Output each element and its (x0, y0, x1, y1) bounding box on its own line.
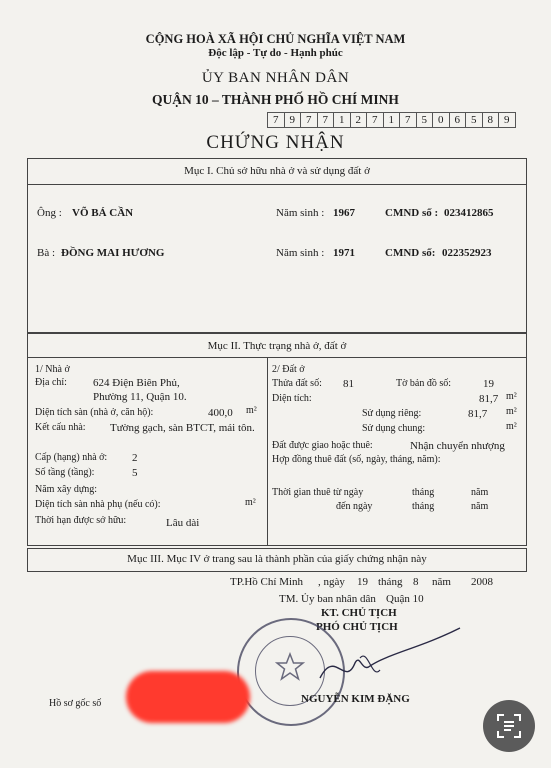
land-area-value: 81,7 (479, 393, 499, 405)
aux-area-unit: m² (245, 497, 256, 508)
owner-1-birth-label: Năm sinh : (276, 207, 325, 219)
section-owners-title: Mục I. Chủ sở hữu nhà ở và sử dụng đất ở (184, 165, 370, 177)
section-property-column-divider (267, 357, 268, 545)
shared-use-unit: m² (506, 421, 517, 432)
ownership-term-label: Thời hạn được sở hữu: (35, 515, 127, 526)
floors-value: 5 (132, 467, 138, 479)
address-line-1: 624 Điện Biên Phủ, (93, 377, 180, 389)
land-area-unit: m² (506, 391, 517, 402)
nation-title: CỘNG HOÀ XÃ HỘI CHỦ NGHĨA VIỆT NAM (145, 32, 406, 46)
land-origin-value: Nhận chuyển nhượng (410, 440, 505, 452)
owner-2-prefix: Bà : (37, 247, 56, 259)
grade-value: 2 (132, 452, 138, 464)
build-year-label: Năm xây dựng: (35, 484, 98, 495)
code-digit: 8 (482, 112, 499, 128)
house-heading: 1/ Nhà ở (35, 364, 70, 375)
private-use-label: Sử dụng riêng: (362, 408, 422, 419)
signing-place: TP.Hồ Chí Minh (230, 576, 304, 588)
owner-1-id-label: CMND số : (385, 207, 439, 219)
document-title: CHỨNG NHẬN (206, 132, 345, 153)
private-use-value: 81,7 (468, 408, 488, 420)
code-digit: 7 (300, 112, 317, 128)
owner-1-name: VÕ BÁ CẦN (72, 207, 134, 219)
lease-to-year: năm (471, 501, 489, 512)
code-digit: 7 (399, 112, 416, 128)
map-sheet-label: Tờ bản đồ số: (396, 378, 452, 389)
land-origin-label: Đất được giao hoặc thuê: (272, 440, 373, 451)
section-owners-divider (28, 184, 526, 185)
shared-use-label: Sử dụng chung: (362, 423, 426, 434)
parcel-label: Thửa đất số: (272, 378, 322, 389)
signing-day: 19 (357, 576, 368, 588)
floors-label: Số tầng (tầng): (35, 467, 95, 478)
section-owners (27, 158, 527, 334)
grade-label: Cấp (hạng) nhà ở: (35, 452, 108, 463)
map-sheet-value: 19 (483, 378, 494, 390)
code-digit: 5 (465, 112, 482, 128)
private-use-unit: m² (506, 406, 517, 417)
ownership-term-value: Lâu dài (166, 517, 200, 529)
address-line-2: Phường 11, Quận 10. (93, 391, 187, 403)
code-digit: 1 (333, 112, 350, 128)
code-digit: 7 (317, 112, 334, 128)
signing-day-label: , ngày (318, 576, 345, 588)
signer-name: NGUYỄN KIM ĐẶNG (301, 693, 410, 705)
on-behalf-label: TM. Ủy ban nhân dân (279, 593, 376, 605)
code-digit: 2 (350, 112, 367, 128)
code-digit: 7 (366, 112, 383, 128)
section-property-title: Mục II. Thực trạng nhà ở, đất ở (207, 340, 347, 352)
land-area-label: Diện tích: (272, 393, 312, 404)
structure-label: Kết cấu nhà: (35, 422, 86, 433)
parcel-value: 81 (343, 378, 354, 390)
on-behalf-unit: Quận 10 (386, 593, 424, 605)
district-name: QUẬN 10 – THÀNH PHỐ HỒ CHÍ MINH (152, 92, 399, 107)
signature-scribble-icon (300, 618, 470, 698)
signing-month-label: tháng (378, 576, 403, 588)
owner-2-birth-year: 1971 (333, 247, 355, 259)
lease-to-month: tháng (412, 501, 435, 512)
code-digit: 1 (383, 112, 400, 128)
floor-area-value: 400,0 (208, 407, 233, 419)
code-digit: 9 (284, 112, 301, 128)
owner-2-birth-label: Năm sinh : (276, 247, 325, 259)
owner-1-prefix: Ông : (37, 207, 62, 219)
floor-area-label: Diện tích sàn (nhà ở, căn hộ): (35, 407, 154, 418)
signing-year-label: năm (432, 576, 451, 588)
for-chair-title: KT. CHỦ TỊCH (321, 607, 397, 619)
owner-1-birth-year: 1967 (333, 207, 355, 219)
section-note-text: Mục III. Mục IV ở trang sau là thành phần của giấy chứng nhận này (127, 553, 427, 565)
structure-value: Tường gạch, sàn BTCT, mái tôn. (110, 422, 255, 434)
redaction-mark (126, 671, 250, 723)
origin-file-label: Hồ sơ gốc số (49, 698, 102, 709)
owner-1-id-number: 023412865 (444, 207, 494, 219)
floor-area-unit: m² (246, 405, 257, 416)
document-scan-icon (496, 713, 522, 739)
signing-month: 8 (413, 576, 419, 588)
section-note (27, 548, 527, 572)
section-property (27, 332, 527, 546)
owner-2-name: ĐỒNG MAI HƯƠNG (61, 247, 165, 259)
authority-name: ỦY BAN NHÂN DÂN (201, 70, 350, 86)
code-digit: 5 (416, 112, 433, 128)
code-digit: 9 (498, 112, 516, 128)
aux-area-label: Diện tích sàn nhà phụ (nếu có): (35, 499, 161, 510)
vice-chair-title: PHÓ CHỦ TỊCH (316, 621, 398, 633)
lease-contract-label: Hợp đồng thuê đất (số, ngày, tháng, năm): (272, 454, 441, 465)
lease-from-month: tháng (412, 487, 435, 498)
signing-year: 2008 (471, 576, 493, 588)
national-motto: Độc lập - Tự do - Hạnh phúc (208, 47, 343, 59)
lease-from-label: Thời gian thuê từ ngày (272, 487, 364, 498)
address-label: Địa chỉ: (35, 377, 67, 388)
owner-2-id-label: CMND số: (385, 247, 436, 259)
section-property-divider (28, 357, 526, 358)
lease-from-year: năm (471, 487, 489, 498)
land-heading: 2/ Đất ở (272, 364, 305, 375)
document-scan-button[interactable] (483, 700, 535, 752)
code-digit: 6 (449, 112, 466, 128)
code-digit: 7 (267, 112, 284, 128)
owner-2-id-number: 022352923 (442, 247, 492, 259)
code-digit: 0 (432, 112, 449, 128)
lease-to-label: đến ngày (336, 501, 373, 512)
certificate-code (267, 112, 516, 126)
